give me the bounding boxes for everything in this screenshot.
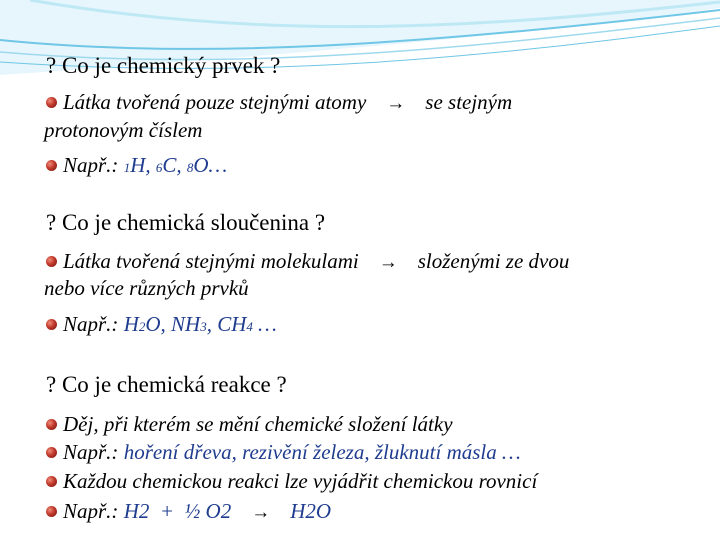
equation-product: H2O [290, 499, 332, 523]
heading-chemical-element: ? Co je chemický prvek ? [46, 53, 281, 78]
definition-text: složenými ze dvou [417, 249, 570, 273]
heading-chemical-reaction: ? Co je chemická reakce ? [46, 372, 287, 397]
example-label: Např.: [63, 153, 124, 177]
element-symbol: H, [130, 153, 156, 177]
definition-compound-line2: nebo více různých prvků [44, 276, 249, 300]
example-reaction [46, 440, 521, 465]
example-equation [46, 499, 331, 524]
definition-text: Děj, při kterém se mění chemické složení látky [63, 412, 453, 436]
formula-part: NH [171, 312, 201, 336]
definition-reaction [46, 412, 453, 437]
bullet-icon [46, 256, 57, 267]
example-formulas [124, 312, 277, 336]
formula-part: CH [217, 312, 247, 336]
element-symbol: O… [193, 153, 228, 177]
equation-reactants: H2 + ½ O2 [123, 499, 232, 523]
bullet-icon [46, 419, 57, 430]
arrow-icon: → [251, 502, 271, 523]
formula-part: … [252, 312, 277, 336]
element-symbol: C, [162, 153, 187, 177]
atomic-number: 1 [123, 160, 131, 175]
example-label: Např.: [63, 312, 124, 336]
bullet-icon [46, 160, 57, 171]
heading-chemical-compound: ? Co je chemická sloučenina ? [46, 210, 326, 235]
formula-part: O, [145, 312, 172, 336]
formula-subscript: 2 [138, 319, 146, 334]
bullet-icon [46, 476, 57, 487]
example-formulas [124, 153, 228, 177]
definition-compound-line1 [46, 249, 569, 274]
definition-text: Látka tvořená stejnými molekulami [63, 249, 359, 273]
definition-text: Látka tvořená pouze stejnými atomy [63, 90, 367, 114]
atomic-number: 6 [155, 160, 163, 175]
example-label: Např.: [63, 499, 124, 523]
example-compound [46, 312, 277, 337]
example-text: hoření dřeva, rezivění železa, žluknutí másla … [123, 440, 521, 464]
formula-part: H [123, 312, 139, 336]
arrow-icon: → [378, 252, 398, 273]
example-label: Např.: [63, 440, 124, 464]
bullet-icon [46, 97, 57, 108]
formula-subscript: 3 [200, 319, 207, 334]
statement-text: Každou chemickou reakci lze vyjádřit chemickou rovnicí [63, 469, 538, 493]
formula-subscript: 4 [246, 319, 253, 334]
atomic-number: 8 [186, 160, 194, 175]
definition-text: se stejným [425, 90, 513, 114]
arrow-icon: → [386, 93, 406, 114]
definition-element-line1 [46, 90, 512, 115]
definition-element-line2: protonovým číslem [44, 118, 203, 142]
bullet-icon [46, 319, 57, 330]
example-element [46, 153, 227, 178]
equation-statement [46, 469, 537, 494]
bullet-icon [46, 447, 57, 458]
formula-part: , [206, 312, 218, 336]
bullet-icon [46, 506, 57, 517]
